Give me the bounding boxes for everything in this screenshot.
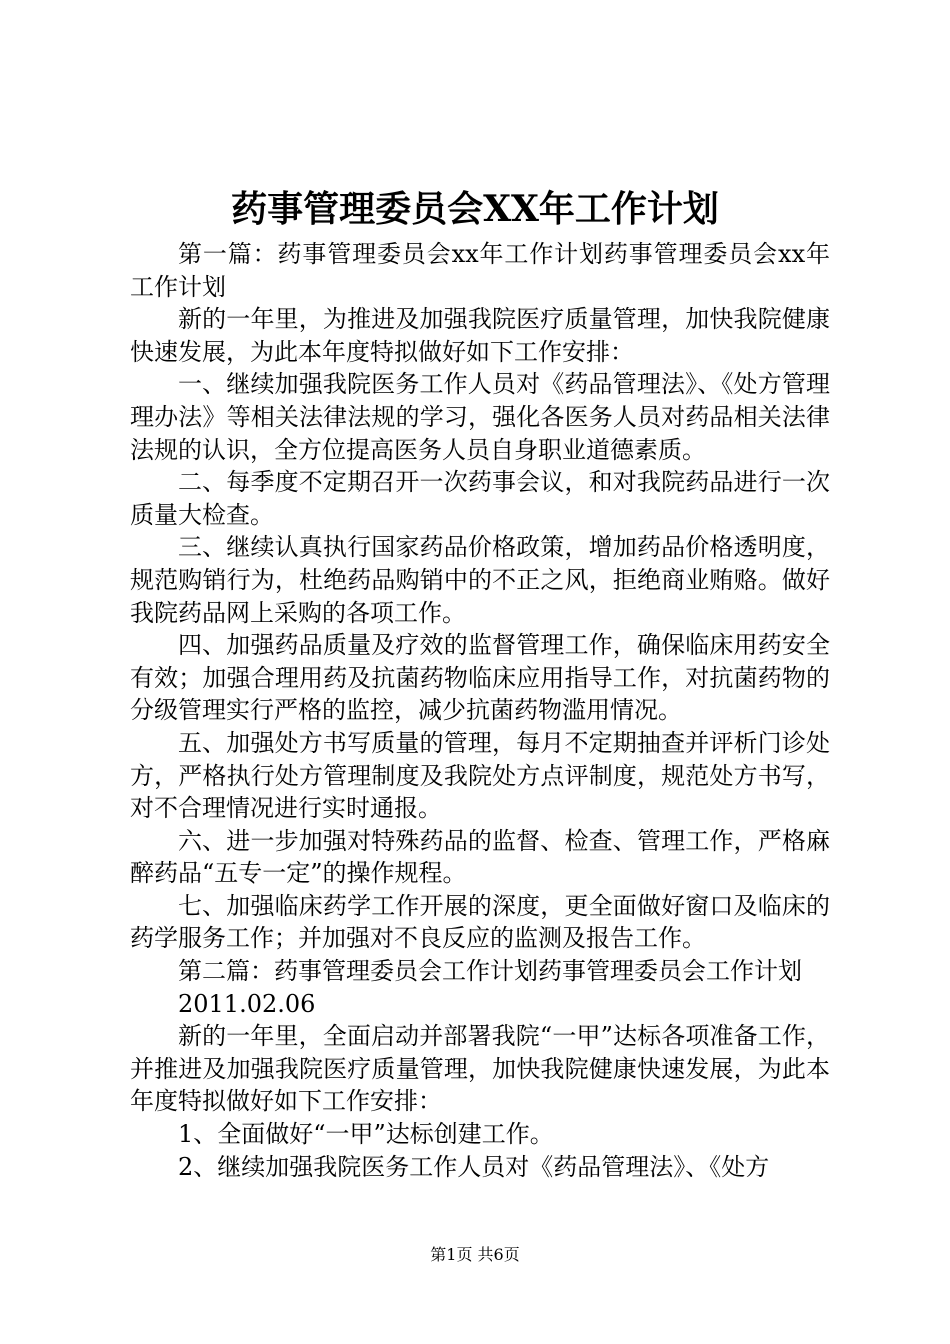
document-title: 药事管理委员会XX年工作计划 (231, 188, 719, 230)
paragraph-item-4: 四、加强药品质量及疗效的监督管理工作，确保临床用药安全有效；加强合理用药及抗菌药物临床应用指导工作，对抗菌药物的分级管理实行严格的监控，减少抗菌药物滥用情况。 (130, 631, 830, 725)
paragraph-list-1: 1、全面做好“一甲”达标创建工作。 (178, 1120, 554, 1149)
page-footer (0, 1244, 950, 1266)
paragraph-item-5: 五、加强处方书写质量的管理，每月不定期抽查并评析门诊处方，严格执行处方管理制度及我院处方点评制度，规范处方书写，对不合理情况进行实时通报。 (130, 728, 830, 823)
paragraph-item-7: 七、加强临床药学工作开展的深度，更全面做好窗口及临床的药学服务工作；并加强对不良反应的监测及报告工作。 (130, 891, 830, 953)
paragraph-intro: 新的一年里，为推进及加强我院医疗质量管理，加快我院健康快速发展，为此本年度特拟做好如下工作安排： (130, 305, 830, 366)
page-number-indicator: 第1页 共6页 (430, 1245, 520, 1264)
paragraph-item-2: 二、每季度不定期召开一次药事会议，和对我院药品进行一次质量大检查。 (130, 468, 830, 529)
paragraph-item-1: 一、继续加强我院医务工作人员对《药品管理法》、《处方管理理办法》等相关法律法规的学习，强化各医务人员对药品相关法律法规的认识，全方位提高医务人员自身职业道德素质。 (130, 370, 830, 464)
paragraph-item-3: 三、继续认真执行国家药品价格政策，增加药品价格透明度，规范购销行为，杜绝药品购销中的不正之风，拒绝商业贿赂。做好我院药品网上采购的各项工作。 (130, 533, 830, 627)
document-body (130, 238, 830, 1183)
paragraph-date: 2011.02.06 (178, 989, 316, 1018)
paragraph-item-6: 六、进一步加强对特殊药品的监督、检查、管理工作，严格麻醉药品“五专一定”的操作规程。 (130, 826, 830, 888)
paragraph-intro-two: 新的一年里，全面启动并部署我院“一甲”达标各项准备工作，并推进及加强我院医疗质量管理，加快我院健康快速发展，为此本年度特拟做好如下工作安排： (130, 1022, 830, 1116)
paragraph-part-two-heading: 第二篇：药事管理委员会工作计划药事管理委员会工作计划 (178, 957, 802, 986)
paragraph-part-one-heading: 第一篇：药事管理委员会xx年工作计划药事管理委员会xx年工作计划 (130, 240, 830, 301)
paragraph-list-2: 2、继续加强我院医务工作人员对《药品管理法》、《处方 (178, 1152, 770, 1181)
